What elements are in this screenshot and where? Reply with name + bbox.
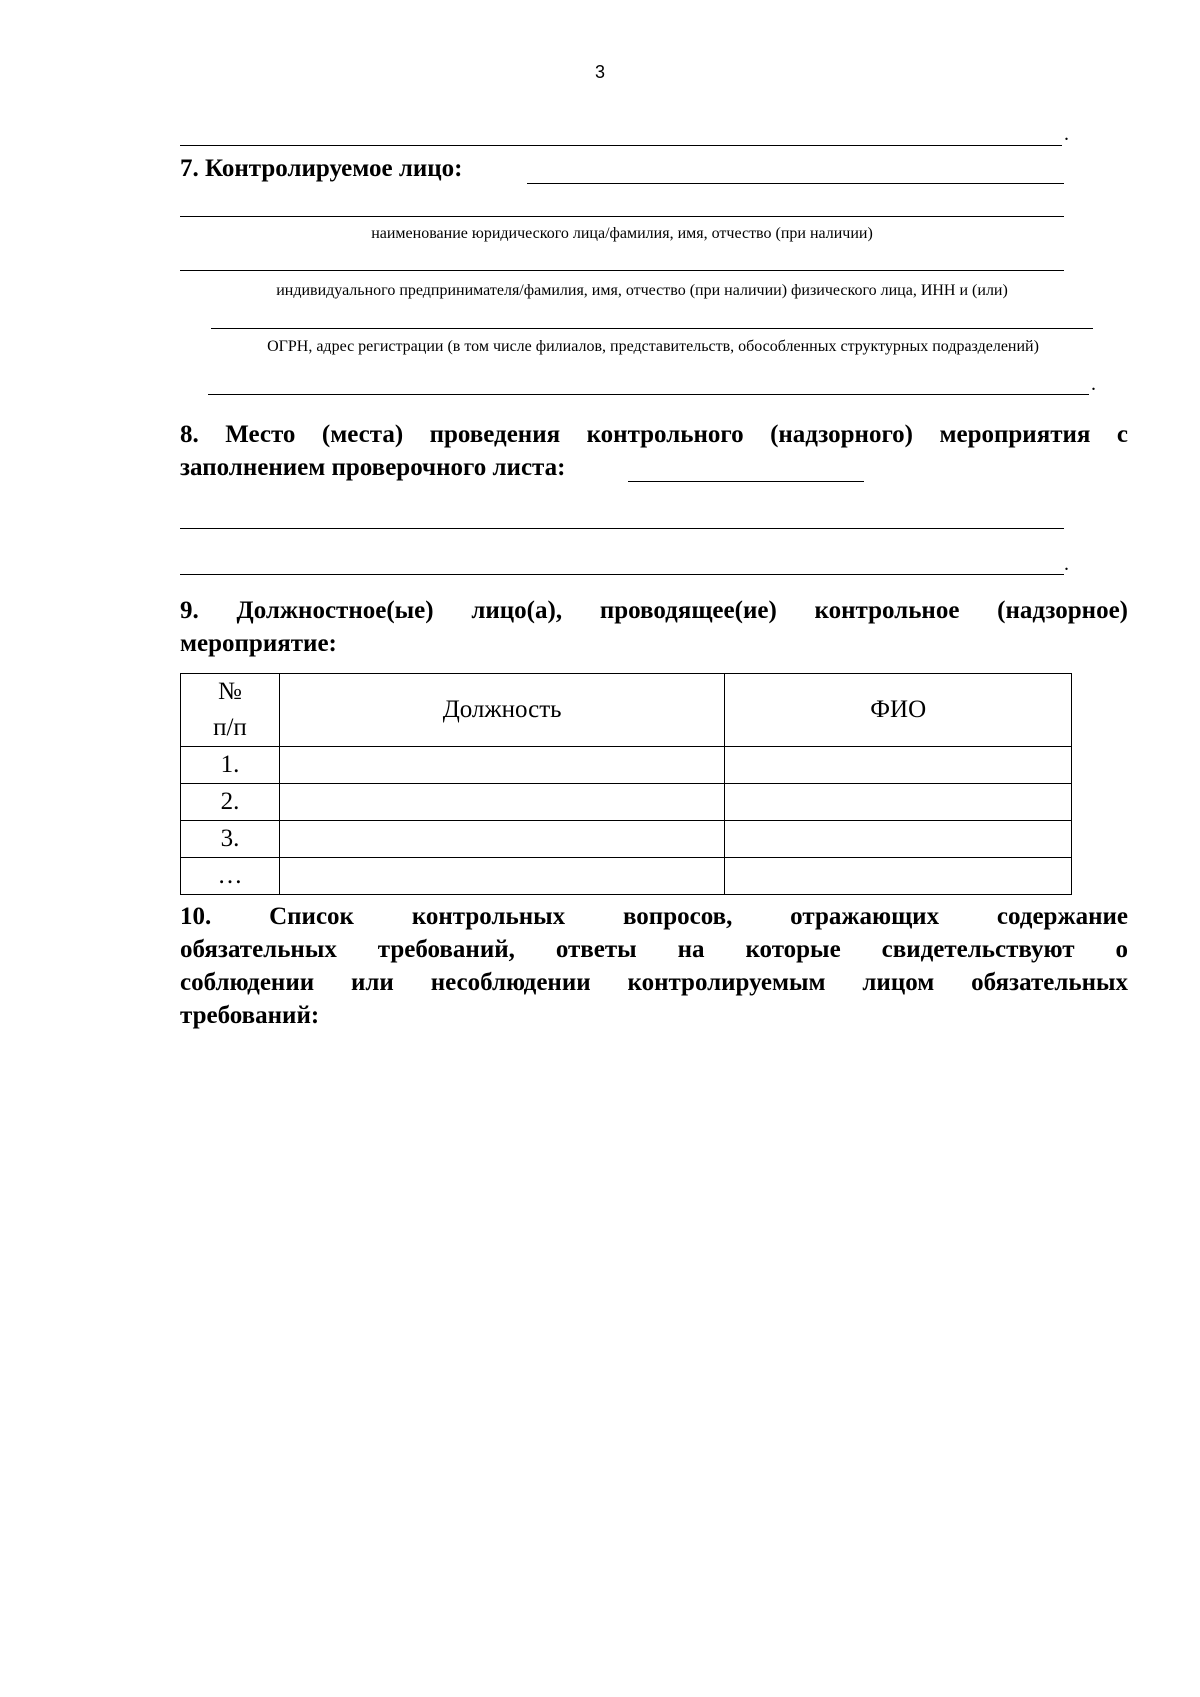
table-row	[181, 747, 1072, 784]
header-number-abbrev: п/п	[213, 714, 247, 741]
table-row	[181, 821, 1072, 858]
venue-line-2-period: .	[1064, 553, 1069, 575]
officials-table	[180, 673, 1072, 895]
section-10-line-4: требований:	[180, 1002, 320, 1029]
fill-line-top	[180, 145, 1062, 146]
row-fio-cell[interactable]	[725, 747, 1072, 784]
row-fio-cell[interactable]	[725, 821, 1072, 858]
section-9-line-2: мероприятие:	[180, 630, 337, 657]
table-row	[181, 858, 1072, 895]
fill-line-top-period: .	[1064, 123, 1069, 145]
row-fio-cell[interactable]	[725, 858, 1072, 895]
row-number: …	[181, 858, 280, 895]
header-fio: ФИО	[725, 674, 1072, 747]
section-8	[180, 418, 1128, 484]
section-10-line-3: соблюдении или несоблюдении контролируемым лицом обязательных	[180, 969, 1128, 996]
row-position-cell[interactable]	[279, 858, 725, 895]
header-number	[181, 674, 280, 747]
row-number: 3.	[181, 821, 280, 858]
row-number: 2.	[181, 784, 280, 821]
caption-legal-entity-name: наименование юридического лица/фамилия, имя, отчество (при наличии)	[371, 225, 873, 242]
page-number: 3	[594, 62, 605, 82]
row-position-cell[interactable]	[279, 747, 725, 784]
section-10-line-1: 10. Список контрольных вопросов, отражающих содержание	[180, 903, 1128, 930]
section-9-line-1: 9. Должностное(ые) лицо(а), проводящее(ие) контрольное (надзорное)	[180, 597, 1128, 624]
header-position: Должность	[279, 674, 725, 747]
row-position-cell[interactable]	[279, 821, 725, 858]
row-fio-cell[interactable]	[725, 784, 1072, 821]
controlled-person-inline-line	[527, 183, 1064, 184]
officials-table-header-row	[181, 674, 1072, 747]
controlled-person-line-2	[180, 270, 1064, 271]
venue-inline-line	[628, 481, 864, 482]
controlled-person-line-4	[208, 394, 1089, 395]
header-number-symbol: №	[218, 678, 242, 705]
controlled-person-line-3	[211, 328, 1093, 329]
section-8-line-2	[180, 451, 1128, 484]
caption-ogrn-address: ОГРН, адрес регистрации (в том числе филиалов, представительств, обособленных структурных подразделений)	[267, 338, 1039, 355]
section-8-line-1: 8. Место (места) проведения контрольного (надзорного) мероприятия с	[180, 421, 1128, 448]
section-10-line-2: обязательных требований, ответы на которые свидетельствуют о	[180, 936, 1128, 963]
venue-line-1	[180, 528, 1064, 529]
section-10	[180, 900, 1128, 1032]
section-8-line-2-text: заполнением проверочного листа:	[180, 454, 566, 481]
controlled-person-line-1	[180, 216, 1064, 217]
venue-line-2	[180, 574, 1064, 575]
row-position-cell[interactable]	[279, 784, 725, 821]
controlled-person-line-4-period: .	[1091, 373, 1096, 395]
section-9	[180, 594, 1128, 660]
caption-individual-entrepreneur: индивидуального предпринимателя/фамилия, имя, отчество (при наличии) физического лица, ИНН и (или)	[276, 282, 1008, 299]
row-number: 1.	[181, 747, 280, 784]
table-row	[181, 784, 1072, 821]
section-7-label: 7. Контролируемое лицо:	[180, 155, 463, 182]
